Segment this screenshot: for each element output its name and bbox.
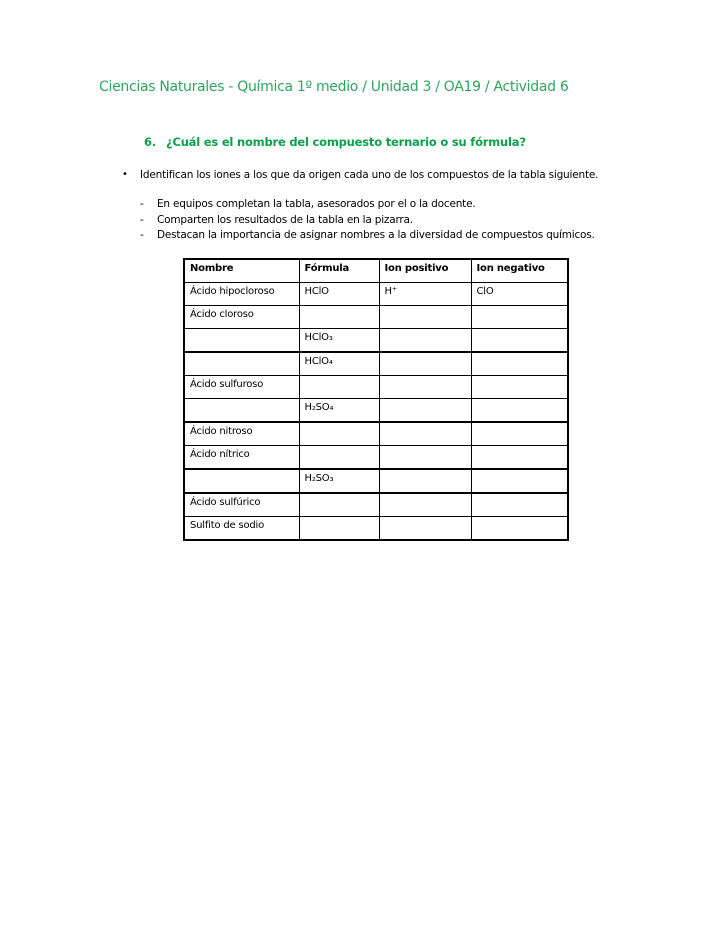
cell-nombre: Ácido cloroso [184, 306, 299, 329]
cell-formula: HClO₃ [299, 329, 379, 353]
sub-bullet-text: Comparten los resultados de la tabla en la pizarra. [157, 213, 413, 226]
table-row [184, 517, 568, 541]
sub-bullet-item [140, 197, 640, 213]
cell-ion-negativo [471, 517, 568, 541]
cell-ion-positivo [379, 306, 471, 329]
table-row [184, 376, 568, 399]
sub-bullet-item [140, 228, 640, 244]
cell-formula [299, 493, 379, 517]
cell-ion-positivo [379, 352, 471, 376]
cell-formula [299, 306, 379, 329]
cell-formula: HClO [299, 283, 379, 306]
cell-ion-negativo [471, 469, 568, 493]
cell-nombre [184, 399, 299, 423]
table-row [184, 446, 568, 470]
cell-nombre: Ácido nitroso [184, 422, 299, 446]
column-header-formula: Fórmula [299, 259, 379, 283]
cell-ion-negativo [471, 422, 568, 446]
cell-ion-negativo [471, 446, 568, 470]
dash-marker-icon: - [140, 213, 144, 226]
table-row [184, 329, 568, 353]
table-row [184, 399, 568, 423]
document-title: Ciencias Naturales - Química 1º medio / Unidad 3 / OA19 / Actividad 6 [99, 79, 569, 95]
cell-formula [299, 517, 379, 541]
cell-ion-negativo [471, 306, 568, 329]
cell-ion-positivo [379, 399, 471, 423]
cell-ion-negativo [471, 493, 568, 517]
cell-ion-positivo [379, 376, 471, 399]
cell-nombre: Ácido nítrico [184, 446, 299, 470]
cell-ion-positivo [379, 329, 471, 353]
cell-ion-positivo [379, 469, 471, 493]
sub-bullet-item [140, 213, 640, 229]
bullet-marker-icon: • [122, 169, 128, 180]
table-row [184, 493, 568, 517]
sub-bullet-text: Destacan la importancia de asignar nombres a la diversidad de compuestos químicos. [157, 229, 595, 241]
cell-nombre [184, 329, 299, 353]
sub-bullet-text: En equipos completan la tabla, asesorados por el o la docente. [157, 198, 476, 210]
cell-formula: H₂SO₃ [299, 469, 379, 493]
table-header-row [184, 259, 568, 283]
cell-nombre [184, 469, 299, 493]
cell-ion-negativo: ClO [471, 283, 568, 306]
column-header-ion-negativo: Ion negativo [471, 259, 568, 283]
table-row [184, 306, 568, 329]
cell-ion-negativo [471, 352, 568, 376]
cell-ion-positivo [379, 422, 471, 446]
table-row [184, 469, 568, 493]
cell-ion-positivo [379, 493, 471, 517]
dash-marker-icon: - [140, 229, 144, 241]
cell-nombre: Ácido sulfúrico [184, 493, 299, 517]
column-header-nombre: Nombre [184, 259, 299, 283]
cell-nombre: Sulfito de sodio [184, 517, 299, 541]
cell-ion-negativo [471, 399, 568, 423]
table-row [184, 352, 568, 376]
cell-ion-negativo [471, 376, 568, 399]
cell-ion-positivo: H⁺ [379, 283, 471, 306]
compounds-table [183, 258, 569, 541]
question-text: ¿Cuál es el nombre del compuesto ternario o su fórmula? [165, 135, 526, 149]
cell-formula: H₂SO₄ [299, 399, 379, 423]
table-row [184, 283, 568, 306]
dash-marker-icon: - [140, 198, 144, 210]
cell-formula [299, 422, 379, 446]
cell-formula [299, 376, 379, 399]
cell-nombre: Ácido hipocloroso [184, 283, 299, 306]
column-header-ion-positivo: Ion positivo [379, 259, 471, 283]
cell-nombre [184, 352, 299, 376]
cell-ion-positivo [379, 446, 471, 470]
main-bullet-text: Identifican los iones a los que da origen cada uno de los compuestos de la tabla siguiente. [140, 169, 599, 181]
cell-formula: HClO₄ [299, 352, 379, 376]
cell-ion-positivo [379, 517, 471, 541]
question-number: 6. [144, 135, 156, 149]
table-row [184, 422, 568, 446]
sub-bullet-list [140, 197, 640, 244]
cell-formula [299, 446, 379, 470]
main-bullet [122, 169, 642, 181]
question-heading [144, 135, 526, 149]
cell-nombre: Ácido sulfuroso [184, 376, 299, 399]
cell-ion-negativo [471, 329, 568, 353]
